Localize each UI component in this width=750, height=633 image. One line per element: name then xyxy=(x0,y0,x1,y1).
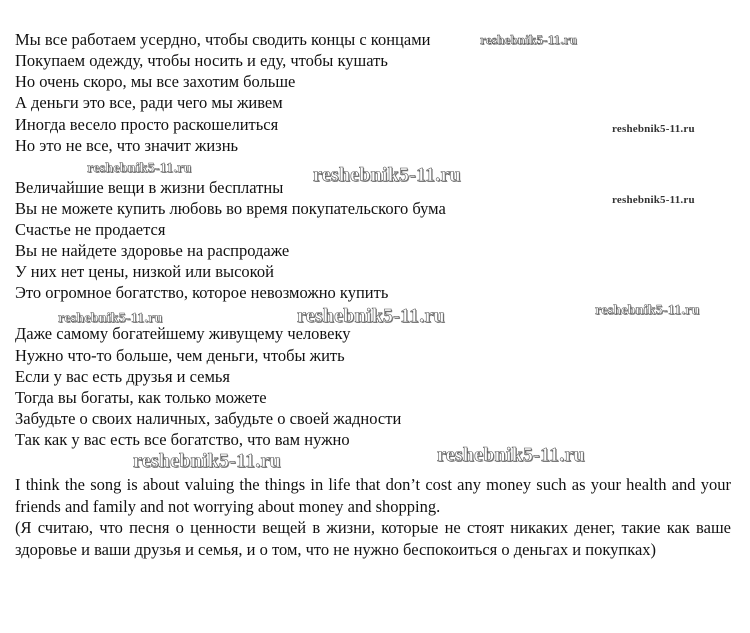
watermark: reshebnik5-11.ru xyxy=(595,303,700,318)
lyric-line: Величайшие вещи в жизни бесплатны xyxy=(15,178,284,197)
lyric-line: Даже самому богатейшему живущему человеку xyxy=(15,324,351,343)
answer-russian: (Я считаю, что песня о ценности вещей в жизни, которые не стоят никаких денег, такие как ваше здоровье и ваши друзья и семья, и о том, что не нужно беспокоиться о деньгах и покупках) xyxy=(15,518,731,559)
lyric-line: У них нет цены, низкой или высокой xyxy=(15,262,274,281)
lyric-line: Вы не найдете здоровье на распродаже xyxy=(15,241,290,260)
lyric-line: Но очень скоро, мы все захотим больше xyxy=(15,72,296,91)
lyric-line: Покупаем одежду, чтобы носить и еду, чтобы кушать xyxy=(15,51,388,70)
watermark: reshebnik5-11.ru xyxy=(58,311,163,326)
watermark: reshebnik5-11.ru xyxy=(87,161,192,176)
lyric-line: Это огромное богатство, которое невозможно купить xyxy=(15,283,389,302)
watermark: reshebnik5-11.ru xyxy=(133,450,281,472)
lyric-line: Вы не можете купить любовь во время покупательского бума xyxy=(15,199,446,218)
lyric-line: Так как у вас есть все богатство, что вам нужно xyxy=(15,430,350,449)
lyric-line: Забудьте о своих наличных, забудьте о своей жадности xyxy=(15,409,402,428)
watermark: reshebnik5-11.ru xyxy=(612,194,695,206)
watermark: reshebnik5-11.ru xyxy=(297,305,445,327)
lyric-line: Счастье не продается xyxy=(15,220,166,239)
watermark: reshebnik5-11.ru xyxy=(437,444,585,466)
lyric-line: Тогда вы богаты, как только можете xyxy=(15,388,267,407)
lyric-line: Мы все работаем усердно, чтобы сводить концы с концами xyxy=(15,30,431,49)
lyric-line: Если у вас есть друзья и семья xyxy=(15,367,231,386)
lyric-line: Нужно что-то больше, чем деньги, чтобы жить xyxy=(15,346,345,365)
lyric-line: Но это не все, что значит жизнь xyxy=(15,136,239,155)
lyric-line: А деньги это все, ради чего мы живем xyxy=(15,93,283,112)
lyric-line: Иногда весело просто раскошелиться xyxy=(15,115,279,134)
answer-english: I think the song is about valuing the things in life that don’t cost any money such as your health and your friends and family and not worrying about money and shopping. xyxy=(15,475,731,516)
watermark: reshebnik5-11.ru xyxy=(612,123,695,135)
watermark: reshebnik5-11.ru xyxy=(480,32,578,47)
watermark: reshebnik5-11.ru xyxy=(313,164,461,186)
